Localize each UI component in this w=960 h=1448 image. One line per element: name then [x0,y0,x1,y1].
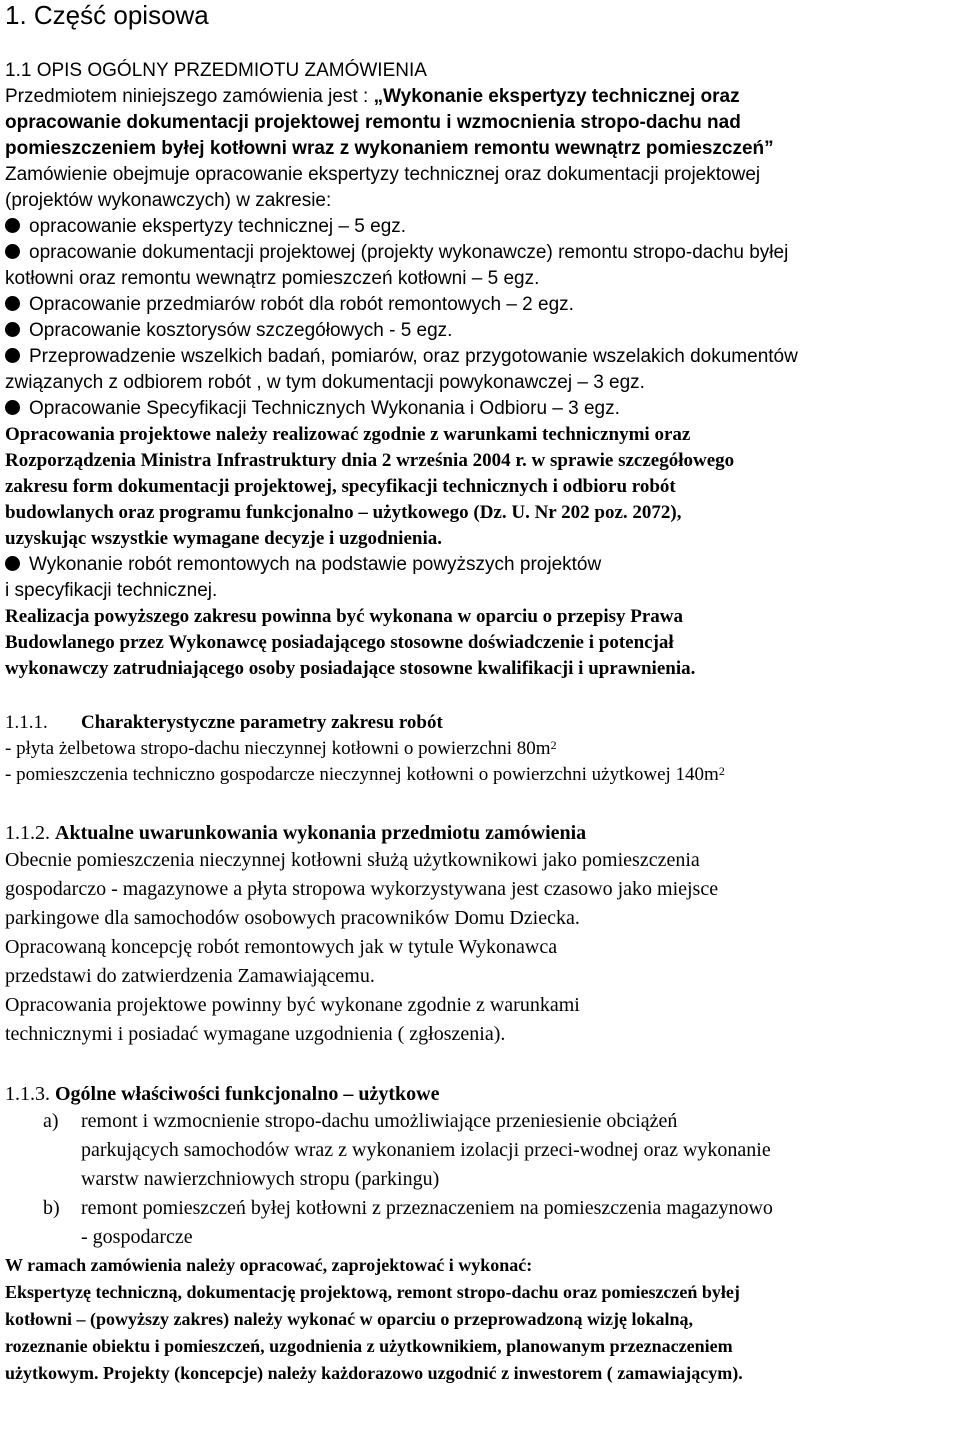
s111-item-text: - pomieszczenia techniczno gospodarcze nieczynnej kotłowni o powierzchni użytkowej 140m [5,764,719,785]
s112-line-5: przedstawi do zatwierdzenia Zamawiającemu. [5,965,375,987]
s111-title: Charakterystyczne parametry zakresu robót [81,712,443,733]
spacer [5,788,957,820]
regulation-line-5: uzyskując wszystkie wymagane decyzje i uzgodnienia. [5,528,442,549]
list-text: remont i wzmocnienie stropo-dachu umożliwiające przeniesienie obciążeń [81,1110,678,1132]
bullet-text: Opracowanie Specyfikacji Technicznych Wykonania i Odbioru – 3 egz. [29,398,620,419]
bullet-text: Wykonanie robót remontowych na podstawie powyższych projektów [29,554,602,575]
s112-line-4: Opracowaną koncepcję robót remontowych jak w tytule Wykonawca [5,936,558,958]
s113-item-b [5,1194,957,1223]
s113-number: 1.1.3. [5,1083,50,1105]
s112-line-3: parkingowe dla samochodów osobowych pracowników Domu Dziecka. [5,907,580,929]
s112-line-6: Opracowania projektowe powinny być wykonane zgodnie z warunkami [5,994,580,1016]
s111-item-1 [5,736,957,762]
page-heading: 1. Część opisowa [5,0,209,30]
s112-heading [5,820,957,846]
realization-line-3: wykonawczy zatrudniającego osoby posiadające stosowne kwalifikacji i uprawnienia. [5,658,696,679]
bullet-item-5-cont: związanych z odbiorem robót , w tym dokumentacji powykonawczej – 3 egz. [5,372,645,393]
superscript: 2 [718,764,725,778]
s113-heading [5,1081,957,1107]
works-bullet [5,552,957,578]
works-bullet-cont: i specyfikacji technicznej. [5,580,218,601]
s111-item-2 [5,762,957,788]
scope-line-2: (projektów wykonawczych) w zakresie: [5,190,332,211]
s111-item-text: - płyta żelbetowa stropo-dachu nieczynnej kotłowni o powierzchni 80m [5,738,551,759]
intro-bold-3: pomieszczeniem byłej kotłowni wraz z wykonaniem remontu wewnątrz pomieszczeń” [5,138,774,159]
bullet-dot-icon [5,556,20,571]
spacer [5,1049,957,1081]
bullet-text: Przeprowadzenie wszelkich badań, pomiarów, oraz przygotowanie wszelakich dokumentów [29,346,798,367]
intro-prefix: Przedmiotem niniejszego zamówienia jest : [5,86,374,107]
regulation-line-1: Opracowania projektowe należy realizować zgodnie z warunkami technicznymi oraz [5,424,691,445]
regulation-line-4: budowlanych oraz programu funkcjonalno – użytkowego (Dz. U. Nr 202 poz. 2072), [5,502,682,523]
bullet-item-4 [5,318,957,344]
scope-line-1: Zamówienie obejmuje opracowanie ekspertyzy technicznej oraz dokumentacji projektowej [5,164,761,185]
bullet-item-2-cont: kotłowni oraz remontu wewnątrz pomieszczeń kotłowni – 5 egz. [5,268,540,289]
bullet-text: opracowanie dokumentacji projektowej (projekty wykonawcze) remontu stropo-dachu byłej [29,242,789,263]
bullet-dot-icon [5,348,20,363]
bullet-item-1 [5,214,957,240]
closing-line-3: kotłowni – (powyższy zakres) należy wykonać w oparciu o przeprowadzoną wizję lokalną, [5,1309,693,1329]
bullet-item-6 [5,396,957,422]
bullet-item-2 [5,240,957,266]
regulation-line-3: zakresu form dokumentacji projektowej, specyfikacji technicznych i odbioru robót [5,476,676,497]
bullet-dot-icon [5,322,20,337]
spacer [5,682,957,710]
s113-item-a-cont-1: parkujących samochodów wraz z wykonaniem izolacji przeci-wodnej oraz wykonanie [81,1139,771,1161]
closing-line-5: użytkowym. Projekty (koncepcje) należy każdorazowo uzgodnić z inwestorem ( zamawiającym). [5,1363,743,1383]
list-label: b) [43,1197,60,1219]
bullet-dot-icon [5,218,20,233]
s113-item-a [5,1107,957,1136]
intro-bold-2: opracowanie dokumentacji projektowej remontu i wzmocnienia stropo-dachu nad [5,112,741,133]
superscript: 2 [550,738,557,752]
list-text: remont pomieszczeń byłej kotłowni z przeznaczeniem na pomieszczenia magazynowo [81,1197,773,1219]
s112-number: 1.1.2. [5,822,50,844]
closing-line-4: rozeznanie obiektu i pomieszczeń, uzgodnienia z użytkownikiem, planowanym przeznaczeniem [5,1336,733,1356]
closing-line-2: Ekspertyzę techniczną, dokumentację projektową, remont stropo-dachu oraz pomieszczeń byłej [5,1282,740,1302]
realization-line-2: Budowlanego przez Wykonawcę posiadającego stosowne doświadczenie i potencjał [5,632,674,653]
intro-line-1 [5,84,957,110]
bullet-text: opracowanie ekspertyzy technicznej – 5 egz. [29,216,407,237]
spacer [5,30,957,58]
s113-title: Ogólne właściwości funkcjonalno – użytkowe [55,1083,440,1105]
closing-line-1: W ramach zamówienia należy opracować, zaprojektować i wykonać: [5,1255,533,1275]
s113-item-b-cont: - gospodarcze [81,1226,193,1248]
document-page [5,0,957,1387]
bullet-text: Opracowanie kosztorysów szczegółowych - 5 egz. [29,320,453,341]
s112-title: Aktualne uwarunkowania wykonania przedmiotu zamówienia [55,822,587,844]
bullet-dot-icon [5,400,20,415]
s112-line-7: technicznymi i posiadać wymagane uzgodnienia ( zgłoszenia). [5,1023,506,1045]
bullet-text: Opracowanie przedmiarów robót dla robót remontowych – 2 egz. [29,294,574,315]
s112-line-1: Obecnie pomieszczenia nieczynnej kotłowni służą użytkownikowi jako pomieszczenia [5,849,700,871]
intro-bold-1: „Wykonanie ekspertyzy technicznej oraz [373,86,740,107]
s111-number: 1.1.1. [5,712,48,733]
realization-line-1: Realizacja powyższego zakresu powinna być wykonana w oparciu o przepisy Prawa [5,606,684,627]
s113-item-a-cont-2: warstw nawierzchniowych stropu (parkingu) [81,1168,440,1190]
section-title: 1.1 OPIS OGÓLNY PRZEDMIOTU ZAMÓWIENIA [5,60,427,81]
s111-heading [5,710,957,736]
bullet-dot-icon [5,296,20,311]
s112-line-2: gospodarczo - magazynowe a płyta stropowa wykorzystywana jest czasowo jako miejsce [5,878,719,900]
bullet-item-5 [5,344,957,370]
regulation-line-2: Rozporządzenia Ministra Infrastruktury dnia 2 września 2004 r. w sprawie szczegółowego [5,450,735,471]
bullet-dot-icon [5,244,20,259]
bullet-item-3 [5,292,957,318]
list-label: a) [43,1110,59,1132]
